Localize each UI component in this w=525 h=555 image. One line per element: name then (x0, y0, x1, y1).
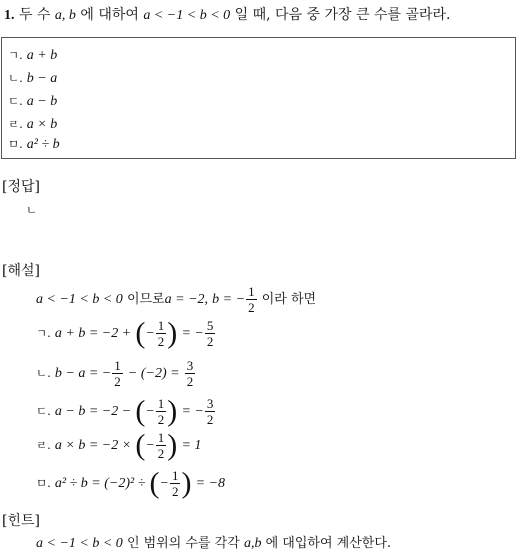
solution-label: [해설] (2, 263, 40, 279)
choice-expression: b − a (26, 71, 58, 86)
solution-lhs: a² ÷ b = (−2)² ÷ (54, 476, 146, 491)
paren-fraction (156, 396, 167, 427)
fraction-denominator: 2 (157, 334, 165, 349)
fraction-denominator: 2 (206, 412, 214, 427)
solution-lhs: a − b = −2 − (54, 404, 132, 419)
right-paren: ) (167, 428, 178, 462)
fraction-numerator: 1 (157, 318, 165, 333)
hint-condition: a < −1 < b < 0 (36, 536, 123, 551)
choice-mark: ㄱ. (8, 48, 23, 62)
solution-line-3 (36, 396, 216, 427)
hint-text-1: 인 범위의 수를 각각 (126, 536, 240, 551)
choice-item (8, 116, 57, 133)
paren-sign: − (145, 404, 155, 419)
fraction-denominator: 2 (171, 484, 179, 499)
choice-expression: a² ÷ b (26, 137, 60, 152)
paren-sign: − (145, 326, 155, 341)
choice-expression: a + b (26, 48, 58, 63)
hint-text-2: 에 대입하여 계산한다. (265, 536, 392, 551)
solution-assign-b: b = − (212, 292, 246, 307)
solution-rhs: = 1 (181, 438, 202, 453)
fraction-denominator: 2 (157, 412, 165, 427)
fraction-numerator: 3 (206, 396, 214, 411)
question-text-after: 일 때, 다음 중 가장 큰 수를 골라라. (234, 7, 451, 23)
paren-fraction (170, 468, 181, 499)
fraction-denominator: 2 (186, 374, 194, 389)
choice-mark: ㄴ. (8, 71, 23, 85)
solution-lhs: a + b = −2 + (54, 326, 132, 341)
paren-fraction (156, 430, 167, 461)
choice-item (8, 47, 57, 64)
right-paren: ) (167, 394, 178, 428)
solution-lhs: a × b = −2 × (54, 438, 132, 453)
solution-intro-text: 이므로 (126, 292, 165, 307)
choice-item (8, 70, 57, 87)
solution-mark: ㄱ. (36, 326, 51, 340)
result-fraction (205, 318, 216, 349)
solution-intro-tail: 이라 하면 (261, 292, 317, 307)
result-fraction (205, 396, 216, 427)
right-paren: ) (181, 466, 192, 500)
solution-mark: ㄹ. (36, 438, 51, 452)
fraction-numerator: 1 (114, 358, 121, 373)
hint-label: [힌트] (2, 513, 40, 529)
solution-line-5 (36, 468, 225, 499)
solution-rhs: = − (181, 404, 204, 419)
solution-intro-condition: a < −1 < b < 0 (36, 292, 123, 307)
fraction-denominator: 2 (206, 334, 214, 349)
paren-fraction (156, 318, 167, 349)
fraction-numerator: 1 (248, 284, 255, 299)
choices-box (1, 37, 516, 159)
right-paren: ) (167, 316, 178, 350)
fraction-numerator: 3 (186, 358, 194, 373)
solution-rhs: = −8 (195, 476, 226, 491)
question-condition: a < −1 < b < 0 (143, 8, 231, 23)
hint-line (36, 535, 391, 553)
choice-mark: ㄷ. (8, 94, 23, 108)
choice-expression: a − b (26, 94, 58, 109)
left-paren: ( (135, 394, 146, 428)
solution-mark: ㄷ. (36, 404, 51, 418)
fraction-denominator: 2 (157, 446, 165, 461)
solution-lhs: b − a = − (54, 366, 112, 381)
question-vars: a, b (54, 8, 76, 23)
solution-line-1 (36, 318, 216, 349)
solution-mid: − (−2) = (127, 366, 180, 381)
question-line (4, 6, 450, 25)
answer-label: [정답] (2, 179, 40, 195)
solution-rhs: = − (181, 326, 204, 341)
fraction-numerator: 1 (157, 396, 165, 411)
choice-item (8, 136, 60, 153)
fraction-numerator: 1 (157, 430, 165, 445)
choice-mark: ㅁ. (8, 137, 23, 151)
choice-expression: a × b (26, 117, 58, 132)
solution-line-4 (36, 430, 201, 461)
choice-item (8, 93, 57, 110)
solution-assign-b-fraction (246, 284, 257, 315)
left-paren: ( (135, 316, 146, 350)
question-number: 1. (4, 8, 15, 23)
hint-vars: a,b (243, 536, 262, 551)
fraction-denominator: 2 (248, 300, 255, 315)
first-fraction (112, 358, 123, 389)
choice-mark: ㄹ. (8, 117, 23, 131)
fraction-numerator: 5 (206, 318, 214, 333)
question-text-before: 두 수 (18, 7, 51, 23)
paren-sign: − (159, 476, 169, 491)
question-text-mid: 에 대하여 (80, 7, 139, 23)
solution-assign-a: a = −2, (164, 292, 209, 307)
result-fraction (185, 358, 196, 389)
paren-sign: − (145, 438, 155, 453)
solution-mark: ㄴ. (36, 366, 51, 380)
fraction-denominator: 2 (114, 374, 121, 389)
answer-value: ㄴ (26, 203, 38, 217)
left-paren: ( (149, 466, 160, 500)
solution-intro (36, 284, 316, 315)
left-paren: ( (135, 428, 146, 462)
solution-mark: ㅁ. (36, 476, 51, 490)
solution-line-2 (36, 358, 196, 389)
fraction-numerator: 1 (171, 468, 179, 483)
